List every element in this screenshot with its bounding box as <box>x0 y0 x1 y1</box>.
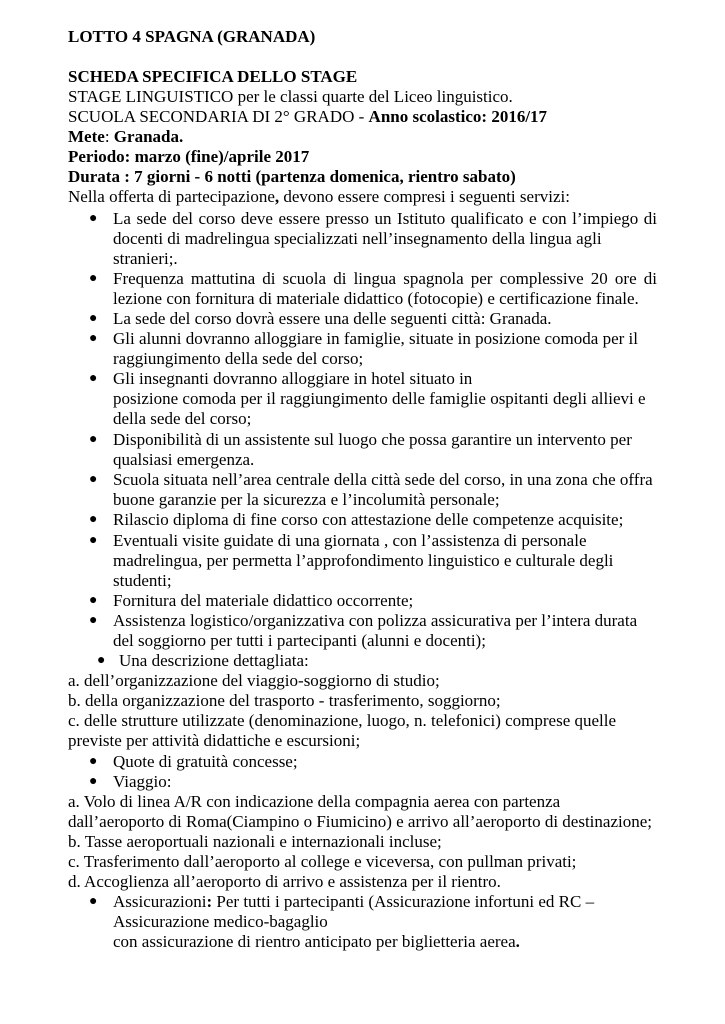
list-item-line: stranieri;. <box>113 249 178 268</box>
descr-c: c. delle strutture utilizzate (denominazione, luogo, n. telefonici) comprese quelle <box>68 711 617 730</box>
list-item-line: della sede del corso; <box>113 409 252 428</box>
bullet-icon: ● <box>97 653 106 668</box>
list-item-line: docenti di madrelingua specializzati nell’insegnamento della lingua agli <box>113 229 602 248</box>
list-item-line: La sede del corso dovrà essere una delle seguenti città: Granada. <box>113 309 552 328</box>
list-item-line: del soggiorno per tutti i partecipanti (alunni e docenti); <box>113 631 486 650</box>
bullet-icon: ● <box>89 613 98 628</box>
descr-c-cont: previste per attività didattiche e escursioni; <box>68 731 361 750</box>
assic-line-2: Assicurazione medico-bagaglio <box>113 912 328 931</box>
scheda-title: SCHEDA SPECIFICA DELLO STAGE <box>68 67 358 86</box>
intro-post: devono essere compresi i seguenti servizi: <box>279 187 570 206</box>
viaggio-b: b. Tasse aeroportuali nazionali e internazionali incluse; <box>68 832 442 851</box>
bullet-icon: ● <box>89 472 98 487</box>
lot-title: LOTTO 4 SPAGNA (GRANADA) <box>68 27 316 46</box>
list-item-line: Scuola situata nell’area centrale della città sede del corso, in una zona che offra <box>113 470 653 489</box>
intro-comma: , <box>274 187 280 206</box>
bullet-icon: ● <box>89 271 98 286</box>
mete-colon: : <box>104 127 110 146</box>
list-item-line: posizione comoda per il raggiungimento delle famiglie ospitanti degli allievi e <box>113 389 646 408</box>
assic-line-3 <box>113 932 520 952</box>
assic-period: . <box>515 932 520 951</box>
list-item-line: Fornitura del materiale didattico occorrente; <box>113 591 414 610</box>
assic-line-3-text: con assicurazione di rientro anticipato per biglietteria aerea <box>113 932 516 951</box>
durata-line: Durata : 7 giorni - 6 notti (partenza domenica, rientro sabato) <box>68 167 516 186</box>
bullet-icon: ● <box>89 512 98 527</box>
intro-line <box>68 187 570 207</box>
viaggio-a: a. Volo di linea A/R con indicazione della compagnia aerea con partenza <box>68 792 561 811</box>
bullet-icon: ● <box>89 533 98 548</box>
mete-line <box>68 127 183 147</box>
assic-line <box>113 892 594 912</box>
school-prefix: SCUOLA SECONDARIA DI 2° GRADO - <box>68 107 369 126</box>
bullet-icon: ● <box>89 593 98 608</box>
list-item-line: madrelingua, per permetta l’approfondimento linguistico e culturale degli <box>113 551 614 570</box>
list-item-line: qualsiasi emergenza. <box>113 450 255 469</box>
list-item-line: Gli alunni dovranno alloggiare in famiglie, situate in posizione comoda per il <box>113 329 638 348</box>
list-item-line: Frequenza mattutina di scuola di lingua spagnola per complessive 20 ore di <box>113 269 657 288</box>
school-line <box>68 107 547 127</box>
list-item-line: buone garanzie per la sicurezza e l’incolumità personale; <box>113 490 500 509</box>
bullet-icon: ● <box>89 371 98 386</box>
list-item-line: La sede del corso deve essere presso un Istituto qualificato e con l’impiego di <box>113 209 657 228</box>
descr-b: b. della organizzazione del trasporto - trasferimento, soggiorno; <box>68 691 501 710</box>
bullet-icon: ● <box>89 331 98 346</box>
quote-item: Quote di gratuità concesse; <box>113 752 298 771</box>
list-item-line: Assistenza logistico/organizzativa con polizza assicurativa per l’intera durata <box>113 611 638 630</box>
viaggio-d: d. Accoglienza all’aeroporto di arrivo e assistenza per il rientro. <box>68 872 501 891</box>
bullet-icon: ● <box>89 774 98 789</box>
viaggio-c: c. Trasferimento dall’aeroporto al college e viceversa, con pullman privati; <box>68 852 577 871</box>
bullet-icon: ● <box>89 311 98 326</box>
school-year: Anno scolastico: 2016/17 <box>368 107 548 126</box>
list-item-line: Eventuali visite guidate di una giornata , con l’assistenza di personale <box>113 531 587 550</box>
assic-colon: : <box>206 892 213 911</box>
descr-item: Una descrizione dettagliata: <box>119 651 309 670</box>
assic-text: Per tutti i partecipanti (Assicurazione infortuni ed RC – <box>212 892 595 911</box>
viaggio-a-cont: dall’aeroporto di Roma(Ciampino o Fiumicino) e arrivo all’aeroporto di destinazione; <box>68 812 652 831</box>
bullet-icon: ● <box>89 211 98 226</box>
list-item-line: lezione con fornitura di materiale didattico (fotocopie) e certificazione finale. <box>113 289 639 308</box>
intro-pre: Nella offerta di partecipazione <box>68 187 275 206</box>
bullet-icon: ● <box>89 754 98 769</box>
list-item-line: studenti; <box>113 571 172 590</box>
bullet-icon: ● <box>89 894 98 909</box>
mete-value: Granada. <box>109 127 184 146</box>
list-item-line: Rilascio diploma di fine corso con attestazione delle competenze acquisite; <box>113 510 624 529</box>
periodo-line: Periodo: marzo (fine)/aprile 2017 <box>68 147 310 166</box>
list-item-line: Disponibilità di un assistente sul luogo che possa garantire un intervento per <box>113 430 632 449</box>
viaggio-item: Viaggio: <box>113 772 172 791</box>
stage-line: STAGE LINGUISTICO per le classi quarte del Liceo linguistico. <box>68 87 513 106</box>
bullet-icon: ● <box>89 432 98 447</box>
mete-label: Mete <box>68 127 105 146</box>
list-item-line: raggiungimento della sede del corso; <box>113 349 364 368</box>
assic-label: Assicurazioni <box>113 892 207 911</box>
list-item-line: Gli insegnanti dovranno alloggiare in hotel situato in <box>113 369 473 388</box>
descr-a: a. dell’organizzazione del viaggio-soggiorno di studio; <box>68 671 440 690</box>
